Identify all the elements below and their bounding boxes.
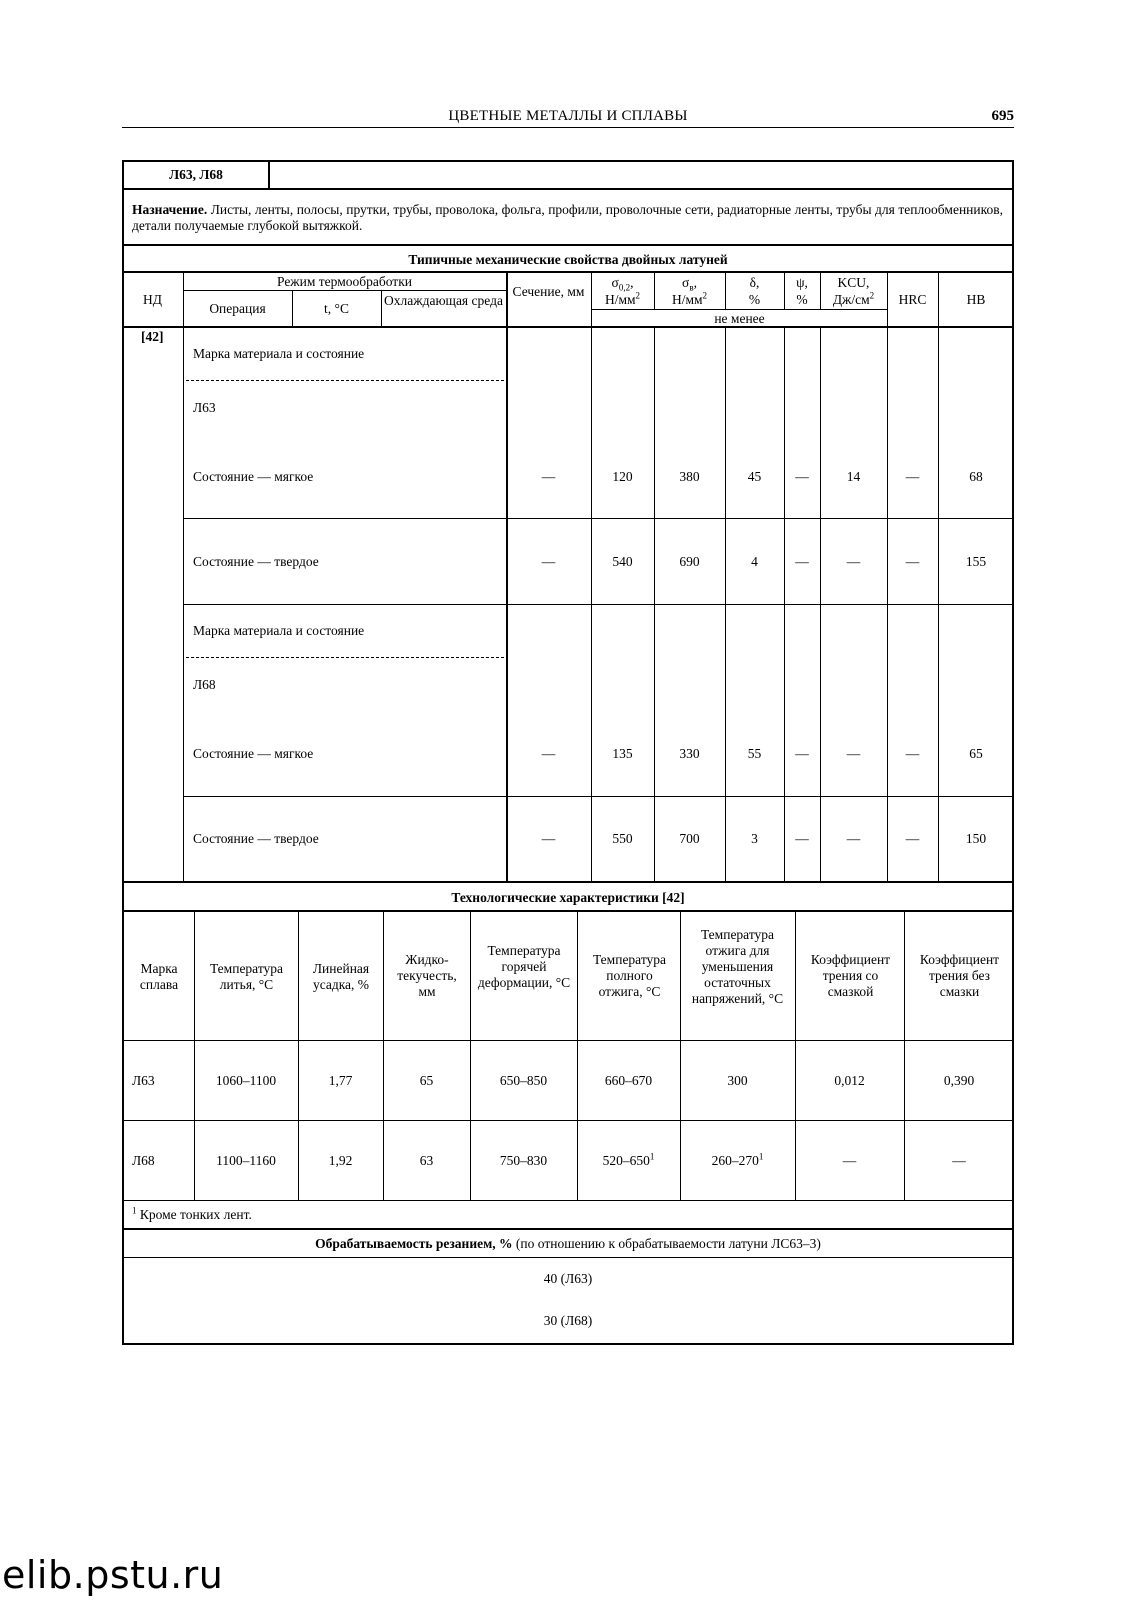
machinability-title: Обрабатываемость резанием, % (по отношению к обрабатываемости латуни ЛС63–3)	[315, 1236, 821, 1251]
footnote: $^1$ Кроме тонких лент.	[132, 1205, 252, 1222]
cell-sv: 330	[679, 746, 700, 761]
cell-sv: 380	[679, 469, 700, 484]
rule	[183, 290, 506, 291]
tech-cell: 63	[419, 1153, 434, 1168]
cell-s02: 135	[612, 746, 633, 761]
grade-cell-divider	[268, 160, 270, 188]
state-label: Состояние — твердое	[193, 554, 319, 569]
cell-psi: —	[795, 469, 809, 484]
state-label: Состояние — твердое	[193, 831, 319, 846]
tech-col-hot-deformation: Температура горячей деформации, °С	[477, 943, 571, 990]
tech-cell: —	[952, 1153, 966, 1168]
col-s02: $\sigma_{0,2}$, $Н/мм^2$	[604, 275, 641, 307]
rule	[591, 309, 888, 310]
rule	[506, 272, 508, 881]
tech-cell: 300	[727, 1073, 748, 1088]
tech-cell: —	[842, 1153, 857, 1168]
col-temp: t, °С	[324, 301, 349, 316]
cell-section: —	[541, 554, 556, 569]
rule	[122, 910, 1014, 912]
col-heat-treatment: Режим термообработки	[276, 274, 412, 289]
tech-col-friction-lub: Коэффициент трения со смазкой	[810, 952, 891, 999]
cell-s02: 540	[612, 554, 633, 569]
tech-cell: 1060–1100	[215, 1073, 277, 1088]
cell-hb: 155	[965, 554, 987, 569]
tech-cell: $520-650^1$	[602, 1151, 655, 1168]
col-delta: δ, %	[748, 275, 761, 307]
cell-kcu: 14	[846, 469, 861, 484]
purpose-label: Назначение.	[132, 202, 208, 217]
not-less-label: не менее	[714, 311, 765, 326]
machinability-value: 40 (Л63)	[543, 1271, 593, 1286]
cell-psi: —	[795, 746, 809, 761]
tech-cell: 1100–1160	[216, 1153, 276, 1168]
cell-hrc: —	[905, 469, 920, 484]
col-nd: НД	[143, 292, 162, 307]
cell-sv: 700	[679, 831, 700, 846]
rule	[122, 1228, 1014, 1230]
rule	[122, 1120, 1014, 1121]
cell-hrc: —	[905, 831, 920, 846]
cell-section: —	[541, 746, 556, 761]
cell-kcu: —	[846, 831, 861, 846]
cell-hrc: —	[905, 746, 920, 761]
dashed-divider	[186, 657, 504, 658]
rule	[183, 272, 184, 881]
cell-hb: 68	[969, 469, 983, 484]
cell-hrc: —	[905, 554, 920, 569]
cell-sv: 690	[679, 554, 700, 569]
tech-cell: 65	[419, 1073, 434, 1088]
rule	[122, 1200, 1014, 1201]
cell-delta: 55	[747, 746, 762, 761]
grade-name: Л63	[193, 400, 216, 415]
col-hb: HB	[966, 292, 986, 307]
tech-cell: 1,77	[328, 1073, 353, 1088]
col-hrc: HRC	[898, 292, 927, 307]
col-sv: $\sigma_в$, $Н/мм^2$	[671, 275, 708, 307]
rule	[122, 881, 1014, 883]
rule	[183, 604, 1014, 605]
tech-col-grade: Марка сплава	[139, 961, 179, 992]
rule	[122, 1257, 1014, 1258]
tech-col-fluidity: Жидко-текучесть, мм	[397, 952, 457, 999]
tech-col-stress-anneal: Температура отжига для уменьшения остаточных напряжений, °С	[691, 927, 784, 1006]
mech-title: Типичные механические свойства двойных латуней	[408, 252, 728, 267]
col-section: Сечение, мм	[512, 284, 585, 299]
rule	[122, 244, 1014, 246]
tech-cell-grade: Л68	[132, 1153, 155, 1168]
cell-hb: 150	[965, 831, 987, 846]
material-label: Марка материала и состояние	[193, 346, 365, 361]
tech-cell: 1,92	[328, 1153, 353, 1168]
rule	[122, 271, 1014, 273]
col-kcu: KCU, $Дж/см^2$	[832, 275, 875, 307]
cell-s02: 120	[612, 469, 633, 484]
material-label: Марка материала и состояние	[193, 623, 365, 638]
tech-cell-grade: Л63	[132, 1073, 155, 1088]
cell-delta: 45	[747, 469, 762, 484]
grade-name: Л68	[193, 677, 216, 692]
rule	[183, 796, 1014, 797]
header-rule	[122, 127, 1014, 128]
tech-cell: 750–830	[499, 1153, 548, 1168]
nd-ref: [42]	[141, 329, 164, 344]
dashed-divider	[186, 380, 504, 381]
rule	[122, 188, 1014, 190]
running-title: ЦВЕТНЫЕ МЕТАЛЛЫ И СПЛАВЫ	[448, 108, 688, 124]
rule	[887, 272, 888, 881]
machinability-value: 30 (Л68)	[543, 1313, 593, 1328]
rule	[938, 272, 939, 881]
cell-delta: 4	[751, 554, 758, 569]
cell-section: —	[541, 831, 556, 846]
grade-label: Л63, Л68	[169, 167, 223, 182]
tech-title: Технологические характеристики [42]	[451, 890, 685, 905]
cell-psi: —	[795, 554, 809, 569]
cell-s02: 550	[612, 831, 633, 846]
tech-col-shrinkage: Линейная усадка, %	[312, 961, 370, 992]
cell-kcu: —	[846, 554, 861, 569]
tech-col-full-anneal: Температура полного отжига, °С	[592, 952, 667, 999]
col-operation: Операция	[209, 301, 266, 316]
tech-cell: 0,390	[943, 1073, 975, 1088]
tech-cell: 650–850	[499, 1073, 548, 1088]
tech-cell: 0,012	[834, 1073, 865, 1088]
col-cooling: Охлаждающая среда	[384, 293, 503, 308]
rule	[122, 1040, 1014, 1041]
cell-kcu: —	[846, 746, 861, 761]
tech-cell: $260-270^1$	[711, 1151, 764, 1168]
cell-section: —	[541, 469, 556, 484]
purpose-text	[132, 202, 1003, 234]
col-psi: ψ, %	[796, 275, 808, 307]
rule	[591, 272, 592, 881]
state-label: Состояние — мягкое	[193, 469, 314, 484]
tech-cell: 660–670	[604, 1073, 653, 1088]
cell-hb: 65	[969, 746, 983, 761]
page-number: 695	[991, 108, 1014, 124]
cell-delta: 3	[751, 831, 758, 846]
rule	[183, 518, 1014, 519]
state-label: Состояние — мягкое	[193, 746, 314, 761]
cell-psi: —	[795, 831, 809, 846]
watermark: elib.pstu.ru	[2, 1553, 224, 1597]
purpose-body: Листы, ленты, полосы, прутки, трубы, проволока, фольга, профили, проволочные сети, радиаторные ленты, трубы для теплообменников, детали получаемые глубокой вытяжкой.	[132, 202, 1004, 233]
tech-col-friction-dry: Коэффициент трения без смазки	[919, 952, 1000, 999]
tech-col-casting-temp: Температура литья, °С	[209, 961, 284, 992]
